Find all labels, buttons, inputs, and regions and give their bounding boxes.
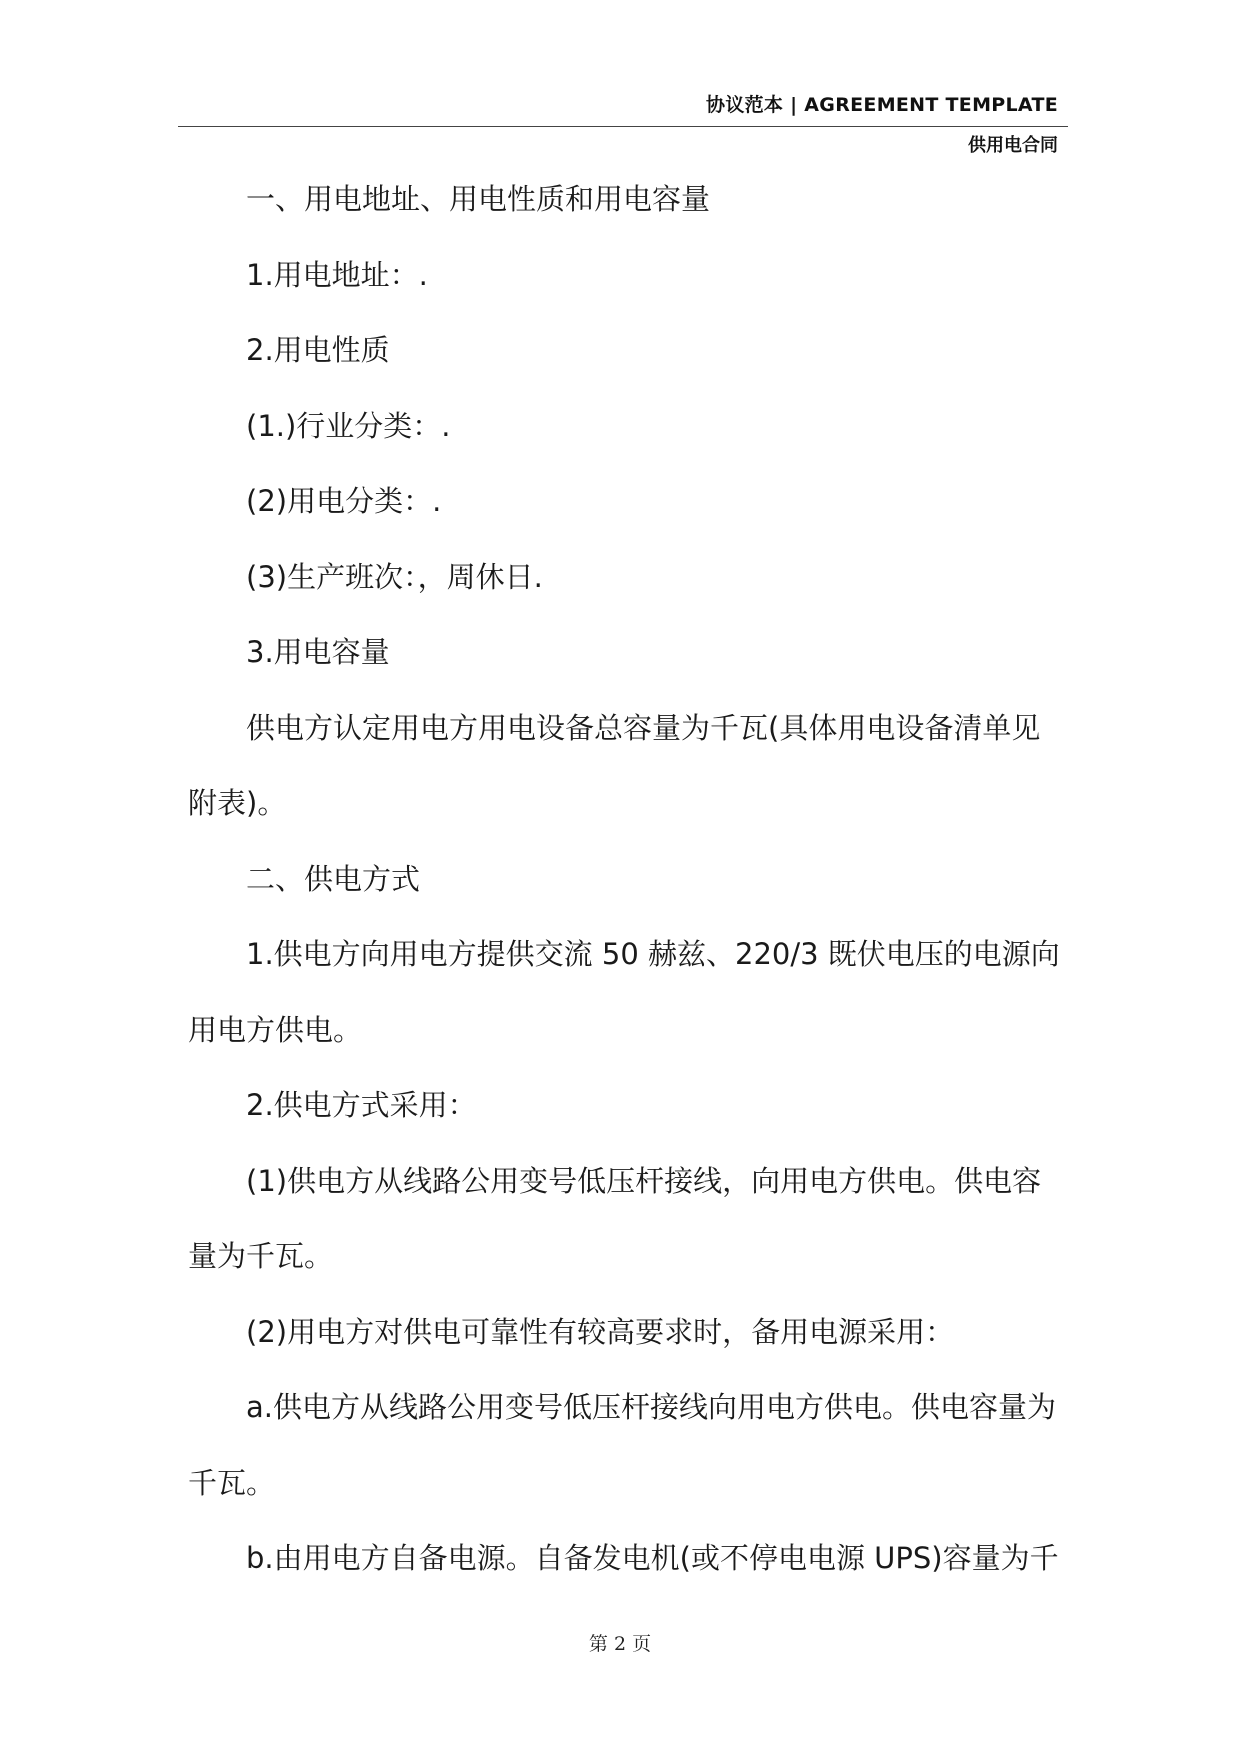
section-heading-1: 一、用电地址、用电性质和用电容量 (246, 182, 711, 216)
paragraph: (1.)行业分类：. (246, 408, 451, 443)
paragraph: 3.用电容量 (246, 635, 390, 669)
section-heading-2: 二、供电方式 (246, 861, 421, 896)
paragraph: 1.用电地址：. (246, 257, 428, 292)
header-subtitle: 供用电合同 (968, 135, 1058, 156)
paragraph: 供电方认定用电方用电设备总容量为千瓦(具体用电设备清单见附表)。 (188, 710, 1041, 820)
paragraph: (1)供电方从线路公用变号低压杆接线，向用电方供电。供电容量为千瓦。 (188, 1163, 1042, 1273)
paragraph: 1.供电方向用电方提供交流 50 赫兹、220/3 既伏电压的电源向用电方供电。 (188, 937, 1060, 1047)
paragraph: b.由用电方自备电源。自备发电机(或不停电电源 UPS)容量为千 (246, 1541, 1059, 1575)
paragraph: (2)用电方对供电可靠性有较高要求时，备用电源采用： (246, 1314, 955, 1349)
paragraph: 2.用电性质 (246, 333, 390, 367)
header-title: 协议范本 | AGREEMENT TEMPLATE (706, 94, 1058, 116)
paragraph: 2.供电方式采用： (246, 1088, 477, 1122)
paragraph: (2)用电分类：. (246, 484, 442, 518)
paragraph: (3)生产班次：，周休日. (246, 559, 543, 594)
paragraph: a.供电方从线路公用变号低压杆接线向用电方供电。供电容量为千瓦。 (188, 1390, 1056, 1500)
page-header (178, 92, 1058, 118)
page-number: 第 2 页 (588, 1633, 652, 1655)
document-body (188, 162, 1060, 1597)
header-divider (178, 126, 1068, 127)
